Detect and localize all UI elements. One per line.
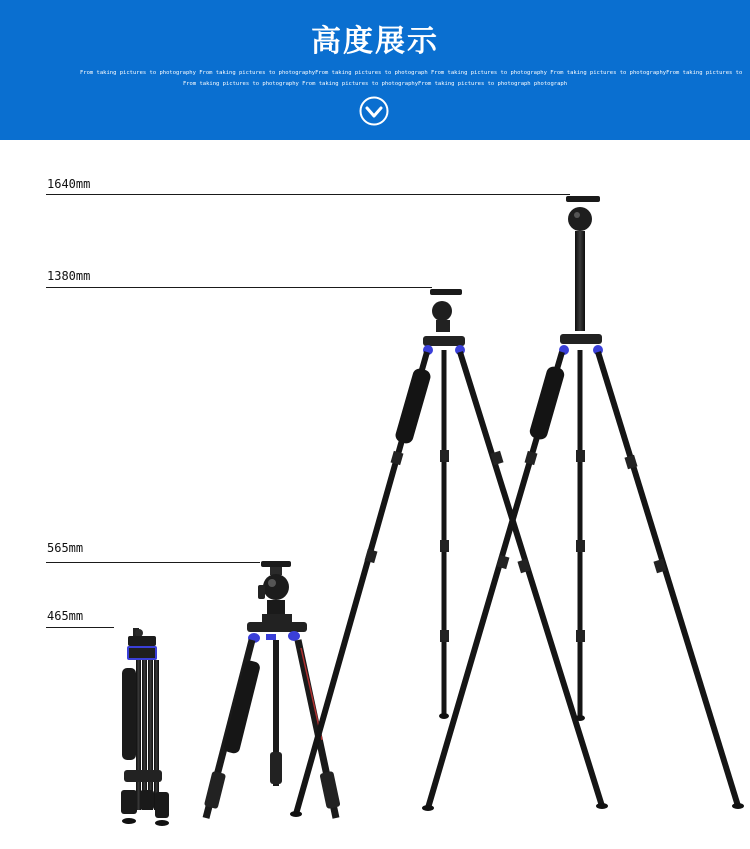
height-label-1380: 1380mm (47, 269, 91, 283)
subtitle-line-2: From taking pictures to photography From taking pictures to photographyFrom taking pictures to photograph photograph (182, 81, 568, 87)
height-label-565: 565mm (47, 541, 84, 555)
section-title: 高度展示 (311, 24, 439, 59)
header-banner (0, 0, 750, 140)
tripod-product-image (0, 140, 750, 849)
tripod-565 (204, 561, 341, 818)
subtitle-line-1: From taking pictures to photography From taking pictures to photographyFrom taking pictures to photograph From taking pictures to photography From taking pictures to photographyFrom taking pictures to (80, 70, 743, 76)
height-label-465: 465mm (47, 609, 84, 623)
tripod-folded (121, 628, 169, 826)
height-label-1640: 1640mm (47, 177, 91, 191)
chevron-down-circle-icon[interactable] (359, 96, 389, 126)
tripod-1640 (422, 196, 744, 811)
